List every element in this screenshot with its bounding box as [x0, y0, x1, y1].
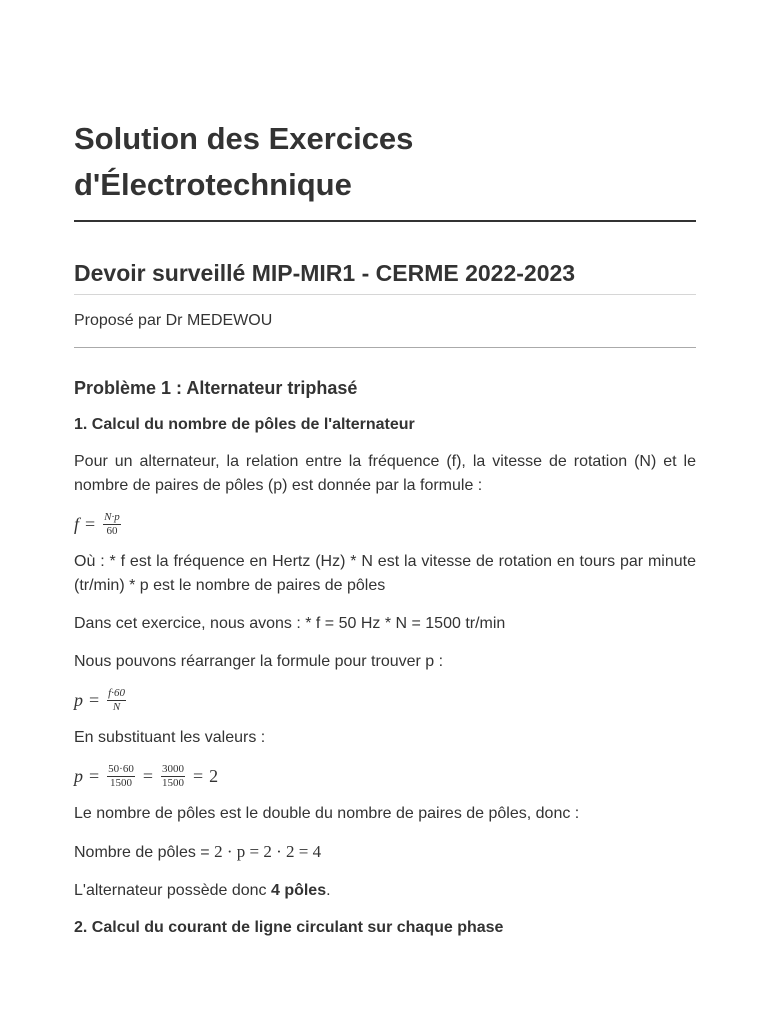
- fraction-numerator: N·p: [104, 510, 120, 523]
- author-line: Proposé par Dr MEDEWOU: [74, 311, 696, 348]
- section-title-current: 2. Calcul du courant de ligne circulant sur chaque phase: [74, 919, 504, 936]
- poles-count-expression: 2 · p = 2 · 2 = 4: [214, 842, 322, 861]
- definitions-paragraph: Où : * f est la fréquence en Hertz (Hz) * N est la vitesse de rotation en tours par minute (tr/min) * p est le nombre de paires de pôles: [74, 553, 696, 594]
- formula-equals: =: [85, 513, 96, 534]
- fraction-numerator: 3000: [161, 762, 184, 775]
- conclusion-bold: 4 pôles: [270, 882, 327, 899]
- document-content: [74, 116, 696, 939]
- double-paragraph: Le nombre de pôles est le double du nombre de paires de pôles, donc :: [74, 805, 580, 822]
- formula-result: 2: [209, 765, 219, 786]
- formula-equals: =: [89, 689, 100, 710]
- formula-fraction: [107, 764, 135, 789]
- formula-substitution: [74, 764, 696, 788]
- poles-count-prefix: Nombre de pôles =: [74, 844, 215, 861]
- formula-equals: =: [192, 765, 204, 786]
- problem-title: Problème 1 : Alternateur triphasé: [74, 378, 358, 398]
- fraction-denominator: 60: [106, 524, 118, 537]
- formula-lhs: f: [74, 513, 80, 534]
- conclusion-suffix: .: [326, 882, 331, 899]
- poles-count-line: [74, 840, 696, 865]
- fraction-denominator: 1500: [109, 776, 132, 789]
- conclusion-prefix: L'alternateur possède donc: [74, 882, 271, 899]
- formula-equals: =: [142, 765, 153, 786]
- section-title-poles: 1. Calcul du nombre de pôles de l'alternateur: [74, 416, 415, 433]
- formula-fraction: [161, 764, 185, 789]
- fraction-denominator: 1500: [161, 776, 184, 789]
- exam-subtitle: Devoir surveillé MIP-MIR1 - CERME 2022-2023: [74, 258, 696, 295]
- document-title-line1: Solution des Exercices: [74, 121, 414, 156]
- formula-fraction: [103, 512, 121, 537]
- formula-pairs: [74, 688, 696, 712]
- substitution-paragraph: En substituant les valeurs :: [74, 729, 266, 746]
- formula-fraction: [107, 688, 126, 713]
- intro-paragraph: Pour un alternateur, la relation entre la fréquence (f), la vitesse de rotation (N) et le nombre de paires de pôles (p) est donnée par la formule :: [74, 453, 696, 494]
- fraction-denominator: N: [112, 700, 121, 713]
- fraction-numerator: f·60: [108, 686, 125, 699]
- fraction-numerator: 50·60: [108, 762, 134, 775]
- formula-lhs: p: [74, 765, 83, 786]
- rearrange-paragraph: Nous pouvons réarranger la formule pour trouver p :: [74, 653, 444, 670]
- conclusion-line: [74, 879, 696, 903]
- document-title-line2: d'Électrotechnique: [74, 167, 352, 202]
- formula-lhs: p: [74, 689, 83, 710]
- formula-frequency: [74, 512, 696, 536]
- formula-equals: =: [89, 765, 100, 786]
- given-values-paragraph: Dans cet exercice, nous avons : * f = 50 Hz * N = 1500 tr/min: [74, 615, 506, 632]
- document-title: [74, 116, 696, 222]
